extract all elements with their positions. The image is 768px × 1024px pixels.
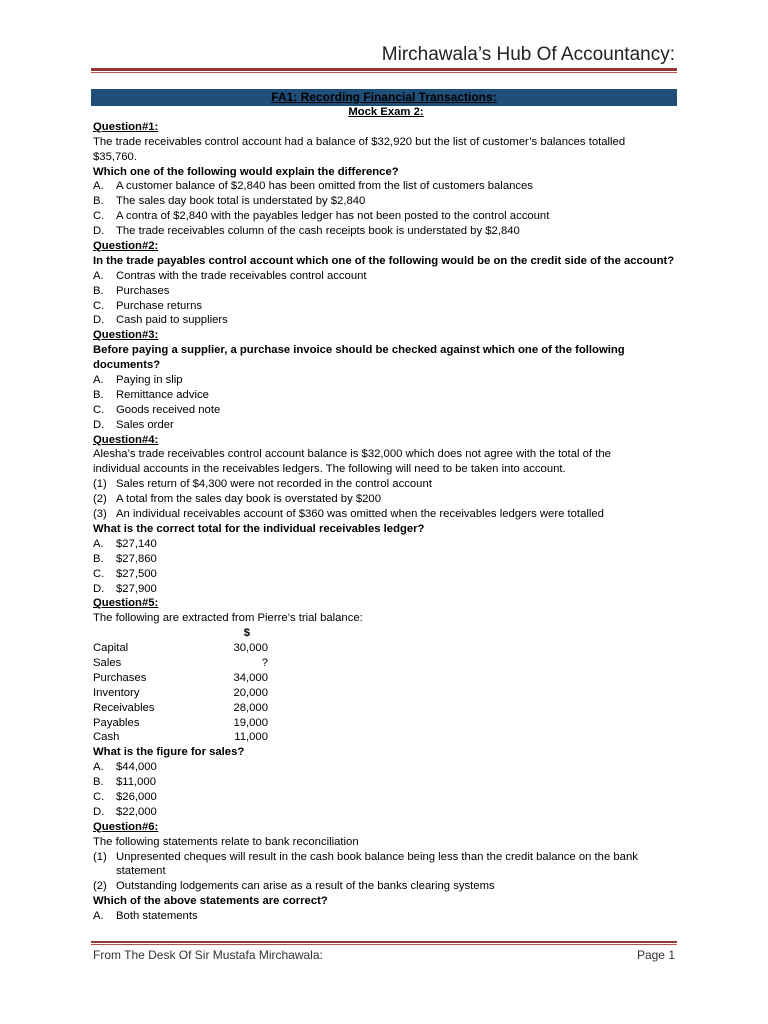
option-text: $27,500 [116,567,157,580]
trial-balance-row [93,730,679,745]
question-4-ask: What is the correct total for the individual receivables ledger? [93,522,425,535]
option-text: The sales day book total is understated by $2,840 [116,195,366,208]
question-2-option-a [93,269,679,284]
option-key: D. [93,418,105,431]
item-key: (2) [93,493,107,506]
section-banner [91,89,677,106]
question-4-heading: Question#4: [93,433,159,446]
question-2-option-b [93,284,679,299]
question-1-ask: Which one of the following would explain the difference? [93,165,399,178]
question-1-heading: Question#1: [93,120,159,133]
option-text: $26,000 [116,790,157,803]
question-4-item-2 [93,492,679,507]
question-3-option-d [93,418,679,433]
question-5-option-c [93,790,679,805]
document-body [93,105,679,924]
question-6-item-1 [93,850,679,865]
question-4-option-d [93,582,679,597]
question-4-option-c [93,567,679,582]
option-key: C. [93,210,105,223]
row-label: Cash [93,731,120,744]
option-text: Purchases [116,284,170,297]
question-6-heading: Question#6: [93,820,159,833]
option-key: B. [93,776,104,789]
option-text: A customer balance of $2,840 has been omitted from the list of customers balances [116,180,533,193]
header-rule [91,68,677,71]
header-rule-thin [91,72,677,73]
option-key: B. [93,552,104,565]
currency-header: $ [243,627,250,640]
question-6-stem: The following statements relate to bank reconciliation [93,835,359,848]
option-key: B. [93,284,104,297]
row-label: Capital [93,642,129,655]
option-text: Cash paid to suppliers [116,314,228,327]
row-label: Purchases [93,671,147,684]
question-5-heading: Question#5: [93,597,159,610]
question-3-heading: Question#3: [93,329,159,342]
option-text: Contras with the trade receivables control account [116,269,367,282]
question-1-option-a [93,179,679,194]
option-key: C. [93,790,105,803]
row-label: Payables [93,716,140,729]
question-1-option-b [93,194,679,209]
footer-author: From The Desk Of Sir Mustafa Mirchawala: [93,948,323,962]
question-6-ask: Which of the above statements are correct? [93,895,328,908]
option-key: A. [93,537,104,550]
row-value: 19,000 [233,716,268,729]
item-text: A total from the sales day book is overstated by $200 [116,493,382,506]
question-6-option-a [93,909,679,924]
page-header-title: Mirchawala’s Hub Of Accountancy: [381,44,675,65]
question-5-ask: What is the figure for sales? [93,746,245,759]
question-1-stem: The trade receivables control account had a balance of $32,920 but the list of customer’s balances totalled [93,135,626,148]
question-5-option-d [93,805,679,820]
question-1-option-d [93,224,679,239]
option-text: Sales order [116,418,174,431]
option-key: A. [93,269,104,282]
option-text: Paying in slip [116,374,183,387]
row-label: Sales [93,656,122,669]
question-2-option-d [93,313,679,328]
footer-rule-thin [91,944,677,945]
option-text: $44,000 [116,761,157,774]
row-value: 28,000 [233,701,268,714]
item-text: Sales return of $4,300 were not recorded in the control account [116,478,432,491]
row-label: Inventory [93,686,140,699]
trial-balance-row [93,641,679,656]
question-3-option-a [93,373,679,388]
option-key: D. [93,314,105,327]
option-text: Both statements [116,910,198,923]
question-2-ask: In the trade payables control account which one of the following would be on the credit side of the account? [93,254,675,267]
option-key: A. [93,910,104,923]
option-text: Purchase returns [116,299,203,312]
question-6-item-1-cont: statement [116,865,166,878]
page-number: Page 1 [636,948,675,962]
question-4-option-b [93,552,679,567]
question-5-stem: The following are extracted from Pierre’s trial balance: [93,612,363,625]
item-key: (1) [93,850,107,863]
item-text: An individual receivables account of $360 was omitted when the receivables ledgers were totalled [116,508,604,521]
option-text: The trade receivables column of the cash receipts book is understated by $2,840 [116,225,520,238]
item-key: (1) [93,478,107,491]
option-key: B. [93,195,104,208]
row-value: 20,000 [233,686,268,699]
row-value: 34,000 [233,671,268,684]
question-3-ask-cont: documents? [93,359,161,372]
question-2-heading: Question#2: [93,240,159,253]
option-text: $27,860 [116,552,157,565]
question-3-ask: Before paying a supplier, a purchase invoice should be checked against which one of the following [93,344,625,357]
option-key: A. [93,761,104,774]
option-text: Goods received note [116,403,221,416]
trial-balance-row [93,686,679,701]
row-label: Receivables [93,701,155,714]
row-value: 30,000 [233,642,268,655]
option-key: C. [93,567,105,580]
question-5-option-a [93,760,679,775]
option-text: A contra of $2,840 with the payables ledger has not been posted to the control account [116,210,550,223]
option-text: Remittance advice [116,388,209,401]
trial-balance-row [93,701,679,716]
option-key: A. [93,180,104,193]
option-key: C. [93,403,105,416]
option-text: $27,900 [116,582,157,595]
question-4-item-3 [93,507,679,522]
row-value: 11,000 [234,731,268,744]
item-key: (3) [93,508,107,521]
option-key: A. [93,374,104,387]
option-key: D. [93,582,105,595]
question-4-item-1 [93,477,679,492]
question-1-option-c [93,209,679,224]
question-4-stem-cont: individual accounts in the receivables ledgers. The following will need to be taken into account. [93,463,566,476]
option-key: D. [93,225,105,238]
item-text: Outstanding lodgements can arise as a result of the banks clearing systems [116,880,495,893]
item-key: (2) [93,880,107,893]
option-text: $22,000 [116,805,157,818]
row-value: ? [261,656,268,669]
question-5-option-b [93,775,679,790]
option-key: D. [93,805,105,818]
trial-balance-row [93,656,679,671]
question-6-item-2 [93,879,679,894]
mock-exam-title: Mock Exam 2: [348,106,424,118]
option-key: B. [93,388,104,401]
option-key: C. [93,299,105,312]
option-text: $11,000 [116,776,156,789]
question-4-stem: Alesha’s trade receivables control account balance is $32,000 which does not agree with the total of the [93,448,611,461]
question-3-option-b [93,388,679,403]
banner-title: FA1: Recording Financial Transactions: [271,90,497,104]
trial-balance-header [93,626,679,641]
footer-rule [91,941,677,943]
question-1-stem-cont: $35,760. [93,150,137,163]
trial-balance-row [93,671,679,686]
trial-balance-row [93,716,679,731]
item-text: Unpresented cheques will result in the cash book balance being less than the credit balance on the bank [116,850,638,863]
question-2-option-c [93,299,679,314]
question-4-option-a [93,537,679,552]
option-text: $27,140 [116,537,157,550]
question-3-option-c [93,403,679,418]
